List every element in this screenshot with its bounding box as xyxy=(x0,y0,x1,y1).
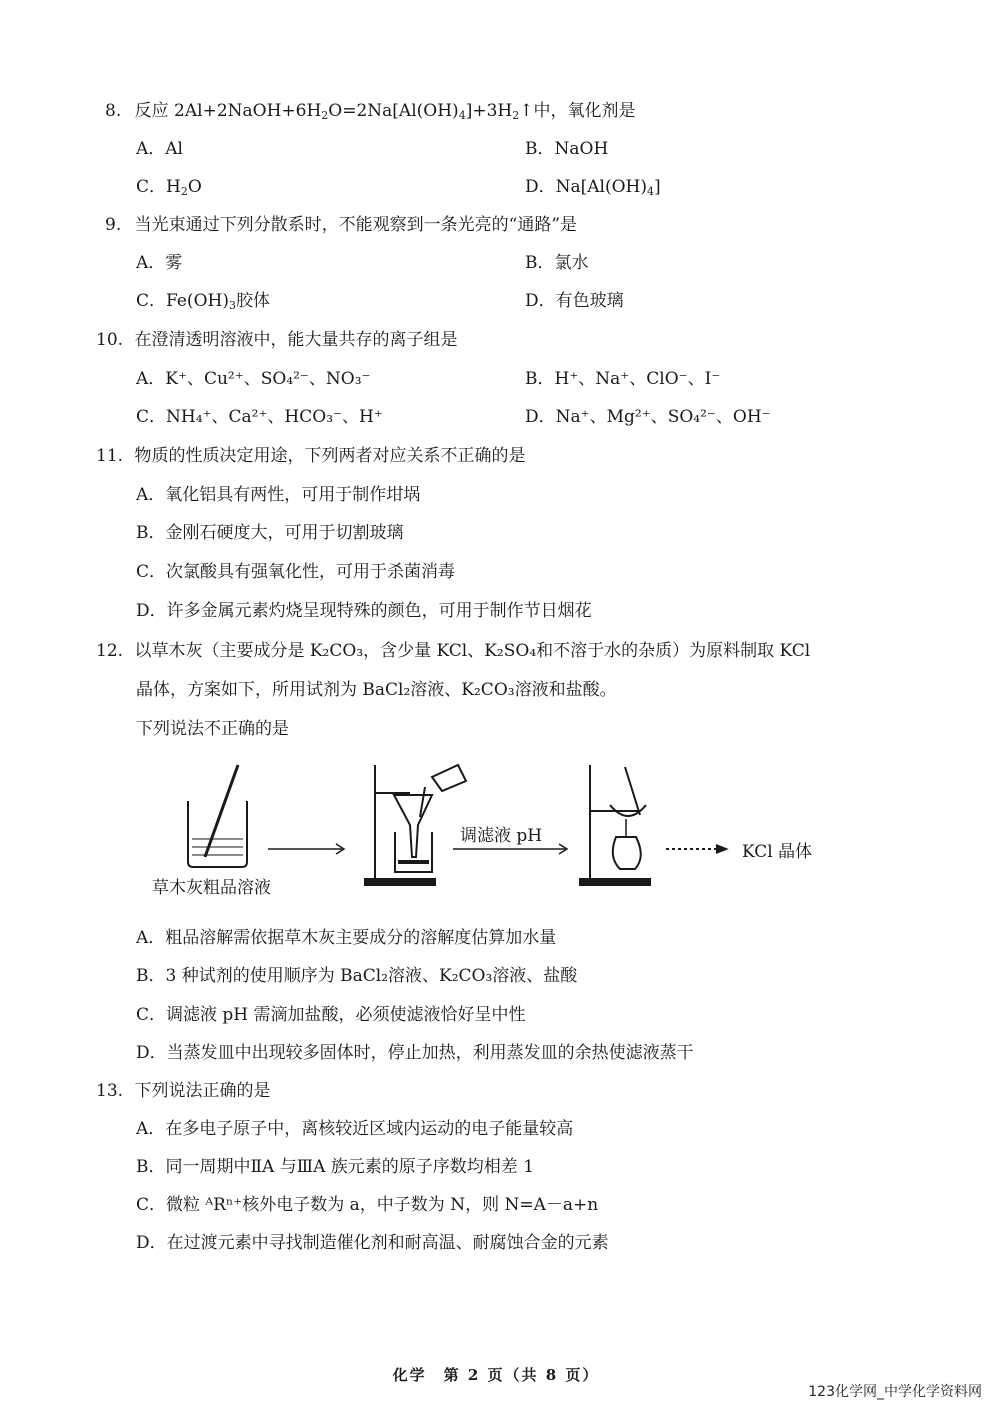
page-footer: 化学 第 2 页（共 8 页） xyxy=(392,1366,600,1384)
q8-option-d: D．$Na[Al(OH)_4]$ xyxy=(525,177,661,198)
q8-option-c: C．$H_2O$ xyxy=(136,177,202,198)
q9-option-d: D．有色玻璃 xyxy=(525,291,624,311)
q10-option-b: B．H⁺、Na⁺、ClO⁻、I⁻ xyxy=(525,369,721,389)
q12-stem-line1: 12. 以草木灰（主要成分是 K₂CO₃，含少量 KCl、K₂SO₄和不溶于水的杂质）为原料制取 KCl xyxy=(96,641,811,661)
q10-option-c: C．NH₄⁺、Ca²⁺、HCO₃⁻、H⁺ xyxy=(136,407,383,427)
q11-option-d: D．许多金属元素灼烧呈现特殊的颜色，可用于制作节日烟花 xyxy=(136,601,592,621)
q8-option-a: A．Al xyxy=(136,139,183,159)
q13-option-c: C．微粒 ᴬRⁿ⁺核外电子数为 a，中子数为 N，则 N=A－a+n xyxy=(136,1195,599,1215)
q9-stem: 9. 当光束通过下列分散系时，不能观察到一条光亮的“通路”是 xyxy=(105,215,578,235)
q10-option-a: A．K⁺、Cu²⁺、SO₄²⁻、NO₃⁻ xyxy=(136,369,371,389)
pouring-beaker-icon xyxy=(432,765,466,791)
funnel-icon xyxy=(394,795,432,857)
q12-stem-line3: 下列说法不正确的是 xyxy=(136,719,289,739)
q11-option-c: C．次氯酸具有强氧化性，可用于杀菌消毒 xyxy=(136,562,456,582)
q10-stem: 10. 在澄清透明溶液中，能大量共存的离子组是 xyxy=(96,330,458,350)
q13-option-b: B．同一周期中ⅡA 与ⅢA 族元素的原子序数均相差 1 xyxy=(136,1157,535,1177)
q12-option-d: D．当蒸发皿中出现较多固体时，停止加热，利用蒸发皿的余热使滤液蒸干 xyxy=(136,1043,694,1063)
q9-option-a: A．雾 xyxy=(136,253,183,273)
q13-option-a: A．在多电子原子中，离核较近区域内运动的电子能量较高 xyxy=(136,1119,574,1139)
q11-option-a: A．氧化铝具有两性，可用于制作坩埚 xyxy=(136,485,421,505)
q9-option-b: B．氯水 xyxy=(525,253,589,273)
label-crude-solution: 草木灰粗品溶液 xyxy=(152,878,271,898)
q11-option-b: B．金刚石硬度大，可用于切割玻璃 xyxy=(136,523,404,543)
glass-rod-icon xyxy=(205,765,238,857)
q12-option-c: C．调滤液 pH 需滴加盐酸，必须使滤液恰好呈中性 xyxy=(136,1005,526,1025)
q11-stem: 11. 物质的性质决定用途，下列两者对应关系不正确的是 xyxy=(96,446,526,466)
beaker-icon xyxy=(188,801,247,867)
q8-stem: 8. 反应 $2Al+2NaOH+6H_2O=2Na[Al(OH)_4]+3H_2↑$中，氧化剂是 xyxy=(105,101,636,122)
alcohol-lamp-icon xyxy=(613,837,641,869)
q10-option-d: D．Na⁺、Mg²⁺、SO₄²⁻、OH⁻ xyxy=(525,407,771,427)
q12-stem-line2: 晶体，方案如下，所用试剂为 BaCl₂溶液、K₂CO₃溶液和盐酸。 xyxy=(136,680,617,700)
site-watermark: 123化学网_中学化学资料网 xyxy=(808,1384,982,1400)
q12-option-b: B．3 种试剂的使用顺序为 BaCl₂溶液、K₂CO₃溶液、盐酸 xyxy=(136,966,578,986)
label-kcl-crystal: KCl 晶体 xyxy=(742,842,813,862)
label-adjust-ph: 调滤液 pH xyxy=(460,826,543,846)
q12-option-a: A．粗品溶解需依据草木灰主要成分的溶解度估算加水量 xyxy=(136,928,557,948)
q8-option-b: B．NaOH xyxy=(525,139,609,159)
q13-stem: 13. 下列说法正确的是 xyxy=(96,1081,271,1101)
q9-option-c: C．$Fe(OH)_3$胶体 xyxy=(136,291,270,312)
q13-option-d: D．在过渡元素中寻找制造催化剂和耐高温、耐腐蚀合金的元素 xyxy=(136,1233,609,1253)
experiment-diagram xyxy=(152,757,870,898)
